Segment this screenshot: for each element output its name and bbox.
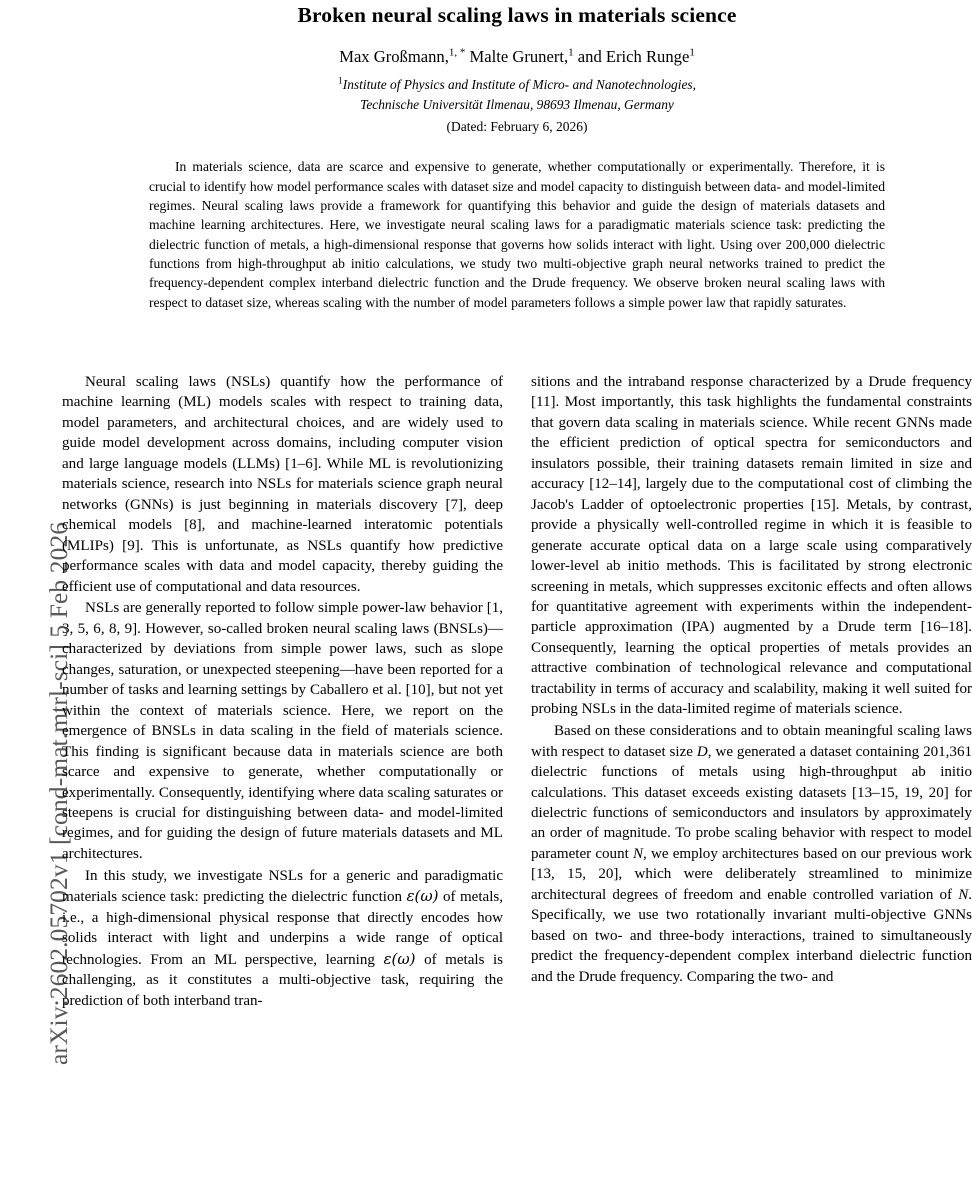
author-1-name: Max Großmann, [339,47,449,66]
paragraph-intro-nsl: Neural scaling laws (NSLs) quantify how the performance of machine learning (ML) models scales with respect to training data, model parameters, and architectural choices, and are widely used to guide model development across domains, including computer vision and large language models (LLMs) [1–6]. While ML is revolutionizing materials science, research into NSLs for materials science graph neural networks (GNNs) is just beginning in materials discovery [7], deep chemical models [8], and machine-learned interatomic potentials (MLIPs) [9]. This is unfortunate, as NSLs quantify how predictive performance scales with data and model capacity, thereby guiding the efficient use of computational and data resources. [62,374,503,595]
affiliation-institute: Institute of Physics and Institute of Micro- and Nanotechnologies, [342,77,696,92]
text-run: , we generated a dataset containing 201,361 dielectric functions of metals using high-throughput ab initio calculations. This dataset exceeds existing datasets [13–15, 19, 20] for dielectric functions of semiconductors and insulators by approximately an order of magnitude. To probe scaling behavior with respect to model parameter count [531,743,972,862]
author-2-affiliation-marks: 1 [568,46,574,59]
text-run: Based on these considerations and to obtain meaningful scaling laws with respect to dataset size [531,723,972,760]
math-param-count-N-1: N [632,845,644,862]
abstract: In materials science, data are scarce and expensive to generate, whether computationally or experimentally. Therefore, it is crucial to identify how model performance scales with dataset size and model capacity to distinguish between data- and model-limited regimes. Neural scaling laws provide a framework for quantifying this behavior and guide the design of materials datasets and machine learning architectures. Here, we investigate neural scaling laws for a paradigmatic materials science task: predicting the dielectric function of metals, a high-dimensional response that governs how solids interact with light. Using over 200,000 dielectric functions from high-throughput ab initio calculations, we study two multi-objective graph neural networks trained to predict the frequency-dependent complex interband dielectric function and the Drude frequency. We observe broken neural scaling laws with respect to dataset size, whereas scaling with the number of model parameters follows a simple power law that rapidly saturates. [149,159,885,310]
text-run: of metals, i.e., a high-dimensional physical response that directly encodes how solids interact with light and underpins a wide range of optical technologies. From an ML perspective, learning [62,889,503,968]
arxiv-stamp [0,0,73,1200]
paragraph-this-study [62,866,503,1011]
author-1-affiliation-marks: 1, * [448,46,466,59]
paper-page [62,0,972,1200]
dated-line: (Dated: February 6, 2026) [446,119,588,135]
affiliation-line-2: Technische Universität Ilmenau, 98693 Ilmenau, Germany [360,96,674,112]
affiliation-line-1 [62,75,972,95]
math-epsilon-omega-1: ε(ω) [406,887,439,906]
paragraph-bnsl: NSLs are generally reported to follow simple power-law behavior [1, 3, 5, 6, 8, 9]. However, so-called broken neural scaling laws (BNSLs)—characterized by deviations from simple power laws, such as slope changes, saturation, or unexpected steepening—have been reported for a number of tasks and learning settings by Caballero et al. [10], but not yet within the context of materials science. Here, we report on the emergence of BNSLs in data scaling in the field of materials science. This finding is significant because data in materials science are both scarce and expensive to generate, whether computationally or experimentally. Consequently, identifying where data scaling saturates or steepens is crucial for distinguishing between data- and model-limited regimes, and for guiding the design of future materials datasets and ML architectures. [62,600,503,862]
text-run: . Specifically, we use two rotationally invariant multi-objective GNNs based on two- and three-body interactions, trained to simultaneously predict the frequency-dependent complex interband dielectric function and the Drude frequency. Comparing the two- and [531,886,972,985]
right-column [531,372,972,1011]
text-run: of metals is challenging, as it constitutes a multi-objective task, requiring the prediction of both interband tran- [62,951,503,1009]
author-3-affiliation-marks: 1 [689,46,695,59]
math-epsilon-omega-2: ε(ω) [383,949,416,968]
paragraph-intraband-continued: sitions and the intraband response characterized by a Drude frequency [11]. Most importantly, this task highlights the fundamental constraints that govern data scaling in materials science. While recent GNNs made the efficient prediction of optical spectra for semiconductors and insulators possible, their training datasets remain limited in size and accuracy [12–14], largely due to the computational cost of climbing the Jacob's Ladder of optoelectronic properties [15]. Metals, by contrast, provide a physically well-controlled regime in which it is feasible to generate accurate optical data on a large scale using comparatively lower-level ab initio methods. This is facilitated by strong electronic screening in metals, which suppresses excitonic effects and often allows for quantitative agreement with experiments within the independent-particle approximation (IPA) augmented by a Drude term [16–18]. Consequently, learning the optical properties of metals provides an attractive combination of technological relevance and computational tractability in terms of accuracy and scalability, making it well suited for probing NSLs in the data-limited regime of materials science. [531,374,972,718]
text-run: In this study, we investigate NSLs for a generic and paradigmatic materials science task: predicting the dielectric function [62,867,503,906]
page-title: Broken neural scaling laws in materials science [297,3,737,27]
math-param-count-N-2: N [958,886,969,903]
arxiv-identifier-text: arXiv:2602.05702v1 [cond-mat.mtrl-sci] 5 Feb 2026 [44,521,73,1065]
affiliation-mark: 1 [338,76,343,87]
author-list [62,45,972,69]
left-column [62,372,503,1011]
paragraph-dataset [531,721,972,987]
body-columns [62,372,972,1011]
text-run: , we employ architectures based on our previous work [13, 15, 20], which were deliberately streamlined to minimize architectural degrees of freedom and enable controlled variation of [531,845,972,903]
math-dataset-size-D: D [696,743,708,760]
author-2-name: Malte Grunert, [465,47,569,66]
author-3-name: and Erich Runge [573,47,690,66]
affiliation-block [62,75,972,114]
